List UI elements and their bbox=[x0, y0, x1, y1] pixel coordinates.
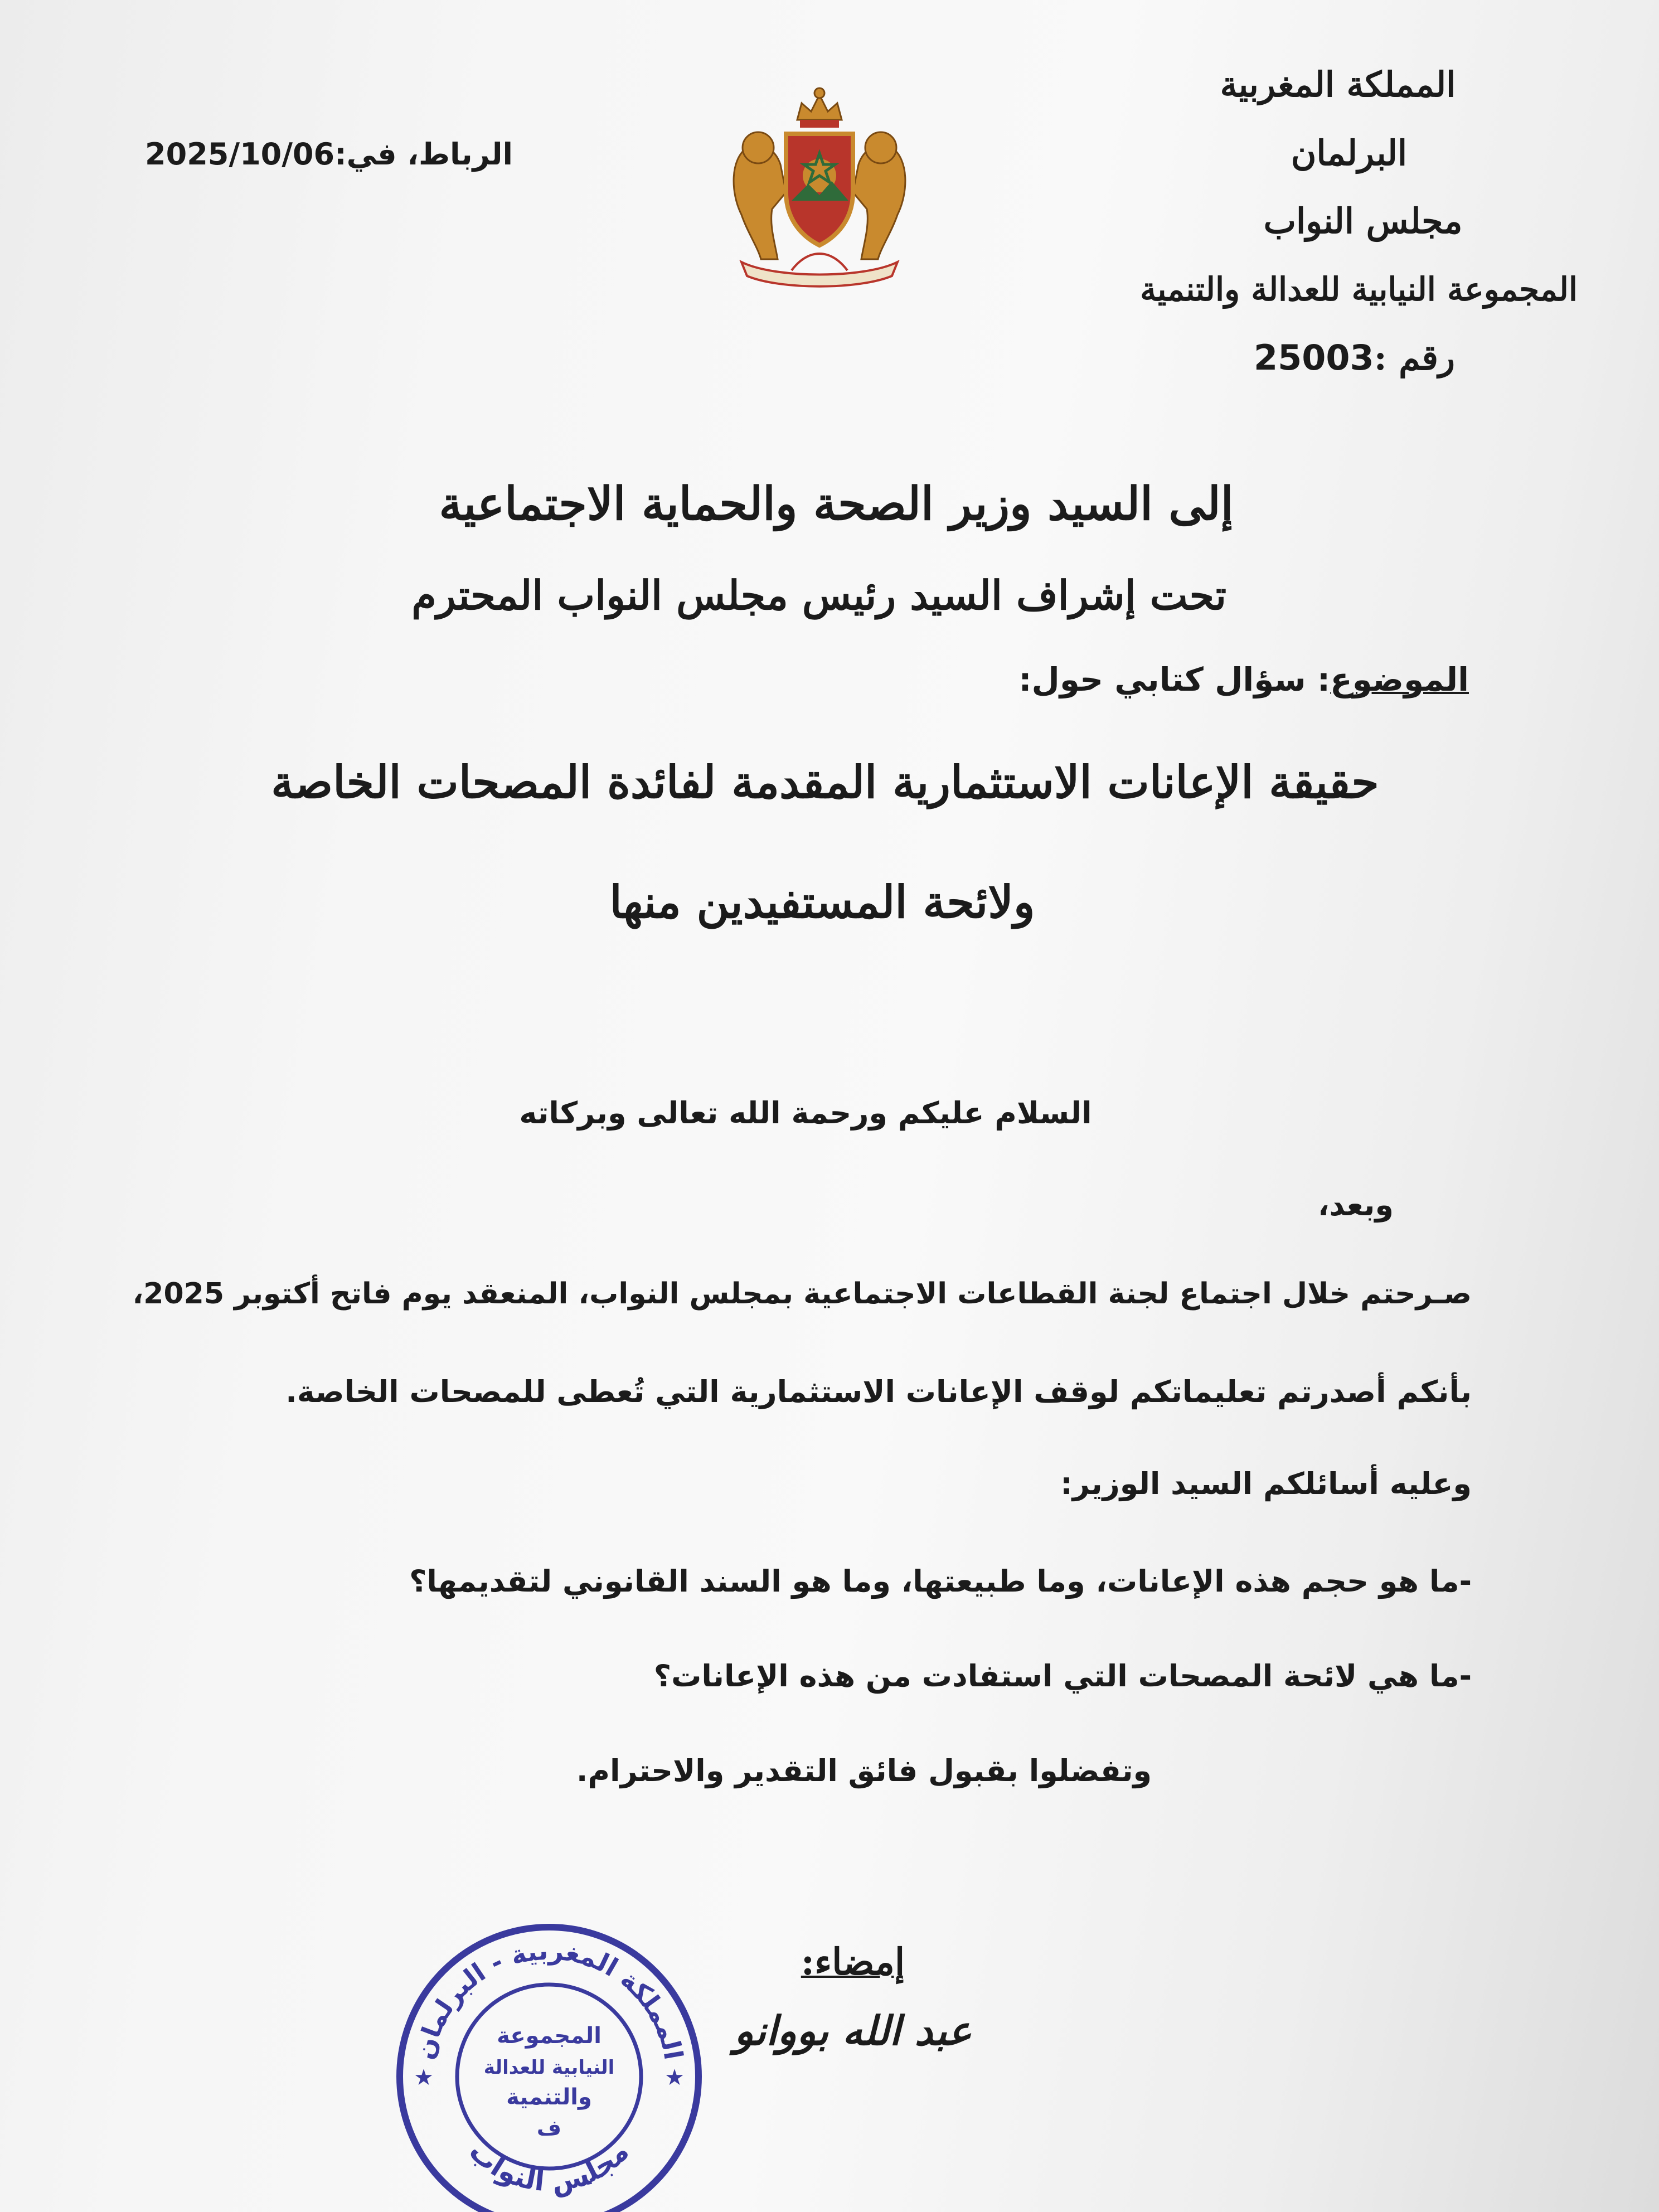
header-date bbox=[145, 137, 513, 173]
subject-text: : سؤال كتابي حول: bbox=[1018, 661, 1331, 698]
question-intro: وعليه أسائلكم السيد الوزير: bbox=[1060, 1466, 1472, 1501]
question-2: -ما هي لائحة المصحات التي استفادت من هذه الإعانات؟ bbox=[653, 1658, 1472, 1694]
royal-coat-of-arms-icon bbox=[708, 81, 931, 293]
svg-text:★: ★ bbox=[414, 2065, 434, 2090]
addressee-via: تحت إشراف السيد رئيس مجلس النواب المحترم bbox=[411, 571, 1226, 619]
header-kingdom: المملكة المغربية bbox=[1220, 64, 1456, 105]
question-1: -ما هو حجم هذه الإعانات، وما طبيعتها، وما هو السند القانوني لتقديمها؟ bbox=[409, 1564, 1472, 1599]
subject-title-line2: ولائحة المستفيدين منها bbox=[609, 876, 1035, 928]
subject-title-line1: حقيقة الإعانات الاستثمارية المقدمة لفائدة المصحات الخاصة bbox=[271, 756, 1379, 808]
signature-name: عبد الله بووانو bbox=[734, 2007, 972, 2054]
stamp-inner-line4: ف bbox=[536, 2116, 562, 2140]
stamp-outer-bottom: مجلس النواب bbox=[463, 2135, 636, 2199]
header-group: المجموعة النيابية للعدالة والتنمية bbox=[1140, 270, 1578, 308]
header-number-value: 25003 bbox=[1253, 337, 1374, 378]
stamp-inner-line3: والتنمية bbox=[506, 2084, 592, 2110]
paragraph1-line1: صـرحتم خلال اجتماع لجنة القطاعات الاجتماعية بمجلس النواب، المنعقد يوم فاتح أكتوبر 2025، bbox=[132, 1277, 1472, 1311]
after-greeting: وبعد، bbox=[1317, 1187, 1394, 1223]
svg-text:★: ★ bbox=[664, 2065, 685, 2090]
subject-label: الموضوع bbox=[1330, 661, 1469, 698]
greeting: السلام عليكم ورحمة الله تعالى وبركاته bbox=[519, 1095, 1092, 1131]
stamp-outer-top: المملكة المغربية - البرلمان bbox=[409, 1935, 689, 2063]
date-value: 2025/10/06 bbox=[145, 137, 335, 172]
official-stamp-icon bbox=[390, 1918, 708, 2212]
date-label: الرباط، في: bbox=[334, 137, 513, 172]
stamp-inner-line2: النيابية للعدالة bbox=[483, 2056, 615, 2079]
header-parliament: البرلمان bbox=[1291, 133, 1408, 173]
paragraph1-line2: بأنكم أصدرتم تعليماتكم لوقف الإعانات الاستثمارية التي تُعطى للمصحات الخاصة. bbox=[285, 1374, 1472, 1409]
addressee-to: إلى السيد وزير الصحة والحماية الاجتماعية bbox=[439, 477, 1234, 531]
closing: وتفضلوا بقبول فائق التقدير والاحترام. bbox=[576, 1753, 1152, 1788]
signature-label: إمضاء: bbox=[801, 1940, 905, 1983]
subject-line bbox=[920, 661, 1469, 700]
stamp-inner-line1: المجموعة bbox=[497, 2023, 601, 2049]
header-number bbox=[1215, 337, 1455, 379]
header-number-label: رقم : bbox=[1374, 337, 1455, 378]
header-house: مجلس النواب bbox=[1263, 201, 1463, 241]
svg-text:مجلس النواب bbox=[463, 2135, 635, 2199]
